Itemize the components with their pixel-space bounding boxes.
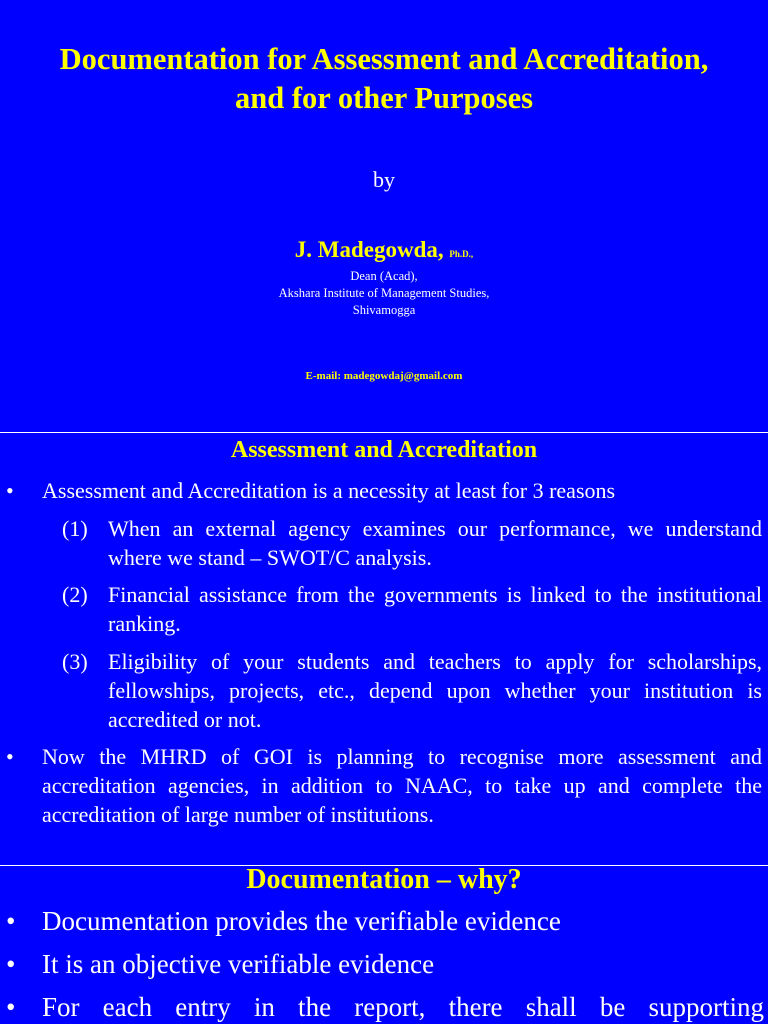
documentation-slide [0,866,768,1024]
assessment-heading: Assessment and Accreditation [230,437,538,463]
reason-text: When an external agency examines our performance, we understand where we stand – SWOT/C analysis. [108,516,762,570]
reason-number: (2) [62,582,88,607]
affiliation-line-1: Dean (Acad), [350,269,418,283]
title-slide [0,0,768,432]
bullet-dot: • [6,949,16,979]
affiliation-line-3: Shivamogga [352,303,416,317]
bullet-text: It is an objective verifiable evidence [42,949,435,979]
by-label: by [373,167,395,192]
reason-number: (3) [62,649,88,674]
affiliation [0,268,768,319]
reason-text: Eligibility of your students and teachers to apply for scholarships, fellowships, projects, etc., depend upon whether your institution is accredited or not. [108,649,762,732]
presentation-title [0,40,768,118]
author [0,237,768,263]
assessment-slide [0,433,768,865]
documentation-heading: Documentation – why? [246,866,522,895]
bullet-text: Now the MHRD of GOI is planning to recognise more assessment and accreditation agencies, in addition to NAAC, to take up and complete the accreditation of large number of institutions. [42,744,762,827]
bullet-dot: • [6,478,14,503]
author-degree: Ph.D., [449,249,474,259]
title-line-2: and for other Purposes [235,81,533,115]
bullet-dot: • [6,992,16,1022]
email-line: E-mail: madegowdaj@gmail.com [305,370,463,382]
title-line-1: Documentation for Assessment and Accreditation, [59,42,709,76]
bullet-dot: • [6,744,14,769]
bullet-text: Assessment and Accreditation is a necessity at least for 3 reasons [42,478,616,503]
bullet-text: Documentation provides the verifiable evidence [42,906,561,936]
author-name: J. Madegowda, [294,237,444,262]
reason-text: Financial assistance from the governments is linked to the institutional ranking. [108,582,762,636]
reason-number: (1) [62,516,88,541]
affiliation-line-2: Akshara Institute of Management Studies, [278,286,490,300]
bullet-dot: • [6,906,16,936]
bullet-text: For each entry in the report, there shall be supporting [42,992,764,1022]
